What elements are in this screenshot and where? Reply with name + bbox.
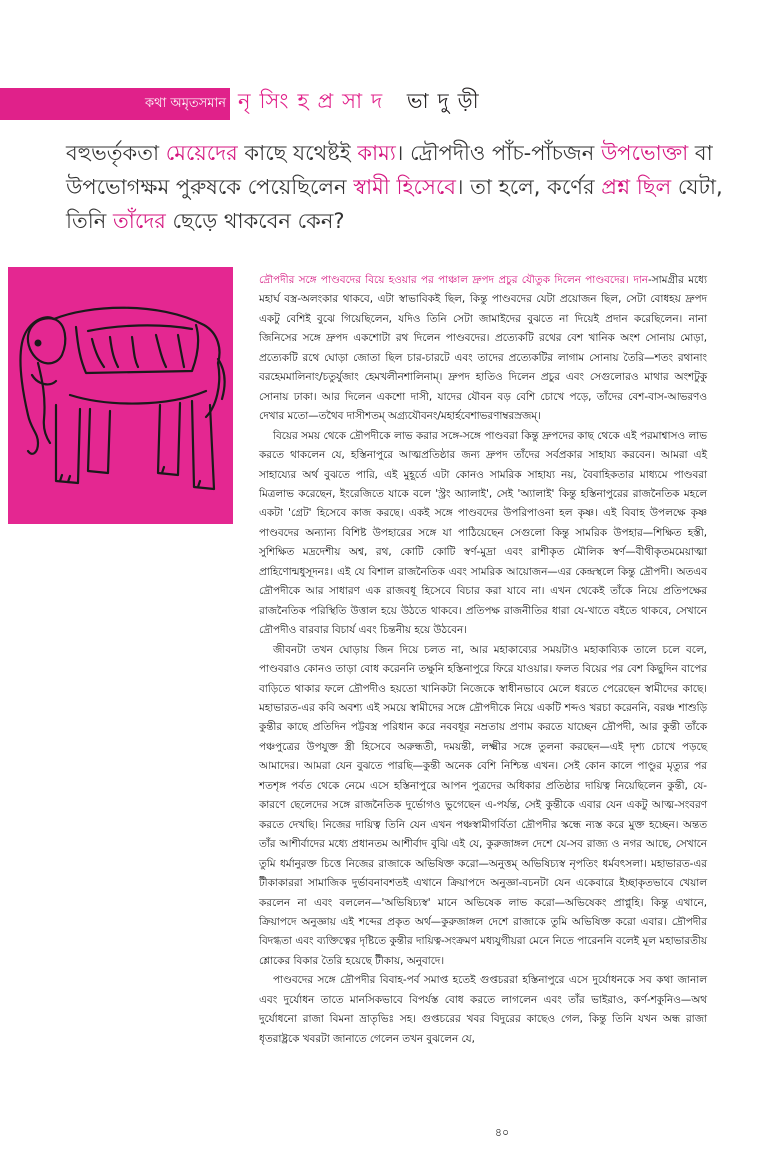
- lede-highlight: তাঁদের: [112, 209, 166, 233]
- elephant-illustration: [8, 267, 233, 524]
- lede-highlight: প্রশ্ন ছিল: [601, 175, 672, 199]
- lede-highlight: স্বামী হিসেবে: [353, 175, 456, 199]
- lede-fragment: । তা হলে, কর্ণের: [455, 175, 602, 199]
- lede-fragment: ছেড়ে থাকবেন কেন?: [165, 209, 345, 233]
- lede-highlight: কাম্য: [357, 141, 396, 165]
- section-tag: কথা অমৃতসমান: [145, 96, 226, 111]
- lede-fragment: কাছে যথেষ্টই: [237, 141, 358, 165]
- body-paragraph: বিয়ের সময় থেকে দ্রৌপদীকে লাভ করার সঙ্গে-সঙ্গে পাণ্ডবরা কিন্তু দ্রুপদের কাছ থেকে এই পরমাশ্বাসও লাভ করতে থাকলেন যে, হস্তিনাপুরে আত্মপ্রতিষ্ঠার জন্য দ্রুপদ তাঁদের সর্বপ্রকার সাহায্য করবেন। আমরা এই সাহায্যের অর্থ বুঝতে পারি, এই মুহূর্তে এটা কোনও সামরিক সাহায্য নয়, বৈবাহিকতার মাধ্যমে পাণ্ডবরা মিত্রলাভ করেছেন, ইংরেজিতে যাকে বলে 'স্ট্রং অ্যালাই', সেই 'অ্যালাই' কিন্তু হস্তিনাপুরের রাজনৈতিক মহলে একটা 'গ্রেট' হিসেবে কাজ করছে। একই সঙ্গে পাণ্ডবদের উপরিপাওনা হল কৃষ্ণ। এই বিবাহ উপলক্ষে কৃষ্ণ পাণ্ডবদের অন্যান্য বিশিষ্ট উপহারের সঙ্গে যা পাঠিয়েছেন সেগুলো কিন্তু সামরিক উপহার—শিক্ষিত হস্তী, সুশিক্ষিত মদ্রদেশীয় অশ্ব, রথ, কোটি কোটি স্বর্ণ-মুদ্রা এবং রাশীকৃত মৌলিক স্বর্ণ—বীথীকৃতমমেয়াত্মা প্রাহিণোন্মধুসূদনঃ। এই যে বিশাল রাজনৈতিক এবং সামরিক আয়োজন—এর কেন্দ্রস্থলে কিন্তু দ্রৌপদী। অতএব দ্রৌপদীকে আর সাধারণ এক রাজবধূ হিসেবে বিচার করা যাবে না। এখন থেকেই তাঁকে নিয়ে প্রতিপক্ষের রাজনৈতিক পরিস্থিতি উত্তাল হয়ে উঠতে থাকবে। প্রতিপক্ষ রাজনীতির ধারা যে-খাতে বইতে থাকবে, সেখানে দ্রৌপদীও বারবার বিচার্য এবং চিন্তনীয় হয়ে উঠবেন।: [259, 429, 707, 637]
- lede-fragment: । দ্রৌপদীও পাঁচ-পাঁচজন: [395, 141, 601, 165]
- elephant-sketch-icon: [8, 267, 233, 524]
- body-paragraph-text: -সামগ্রীর মধ্যে মহার্ঘ বস্ত্র-অলংকার থাকবে, এটা স্বাভাবিকই ছিল, কিন্তু পাণ্ডবদের যেটা প্রয়োজন ছিল, সেটা বোধহয় দ্রুপদ একটু বেশিই বুঝে গিয়েছিলেন, যদিও তিনি সেটা জামাইদের বুঝতে না দিয়েই প্রদান করেছিলেন। নানা জিনিসের সঙ্গে দ্রুপদ একশোটা রথ দিলেন পাণ্ডবদের। প্রত্যেকটি রথের বেশ খানিক অংশ সোনায় মোড়া, প্রত্যেকটি রথে ঘোড়া জোতা ছিল চার-চারটে এবং তাদের প্রত্যেকটির লাগাম সোনায় তৈরি—শতং রথানাং বরহেমমালিনাং/চতুর্যুজাং হেমখলীনশালিনাম্। দ্রুপদ হাতিও দিলেন প্রচুর এবং সেগুলোরও মাথার অংশটুকু সোনায় ঢাকা। আর দিলেন একশো দাসী, যাদের যৌবন বড় বেশি চোখে পড়ে, তাঁদের বেশ-বাস-আভরণও দেখার মতো—তথৈব দাসীশতম্ অগ্র্যযৌবনং/মহার্হবেশাভরণাম্বরস্রজম্।: [259, 274, 707, 423]
- author-last-name: ভাদুড়ী: [406, 89, 488, 113]
- lede-fragment: যেটা, তিনি: [66, 175, 723, 233]
- body-paragraph: জীবনটা তখন ঘোড়ায় জিন দিয়ে চলত না, আর মহাকাব্যের সময়টাও মহাকাব্যিক তালে চলে বলে, পাণ্ডবরাও কোনও তাড়া বোধ করেননি তক্ষুনি হস্তিনাপুরে ফিরে যাওয়ার। ফলত বিয়ের পর বেশ কিছুদিন বাপের বাড়িতে থাকার ফলে দ্রৌপদীও হয়তো খানিকটা নিজেকে স্বাধীনভাবে মেলে ধরতে পেরেছেন স্বামীদের কাছে। মহাভারত-এর কবি অবশ্য এই সময়ে স্বামীদের সঙ্গে দ্রৌপদীকে নিয়ে একটি শব্দও খরচা করেননি, বরঞ্চ শাশুড়ি কুন্তীর কাছে প্রতিদিন পট্টবস্ত্র পরিধান করে নববধূর নম্রতায় প্রণাম করতে যাচ্ছেন দ্রৌপদী, আর কুন্তী তাঁকে পঞ্চপুত্রের উপযুক্ত স্ত্রী হিসেবে অরুন্ধতী, দময়ন্তী, লক্ষ্মীর সঙ্গে তুলনা করছেন—এই দৃশ্য চোখে পড়ছে আমাদের। আমরা যেন বুঝতে পারছি—কুন্তী অনেক বেশি নিশ্চিন্ত এখন। সেই কোন কালে পাণ্ডুর মৃত্যুর পর শতশৃঙ্গ পর্বত থেকে নেমে এসে হস্তিনাপুরে আপন পুত্রদের অধিকার প্রতিষ্ঠার দায়িত্ব নিয়েছিলেন কুন্তী, যে-কারণে ছেলেদের সঙ্গে রাজনৈতিক দুর্ভোগও ভুগেছেন এ-পর্যন্ত, সেই কুন্তীকে এবার যেন একটু আত্ম-সংবরণ করতে দেখছি। নিজের দায়িত্ব তিনি যেন এখন পঞ্চস্বামীগর্বিতা দ্রৌপদীর স্কন্ধে ন্যস্ত করে মুক্ত হচ্ছেন। অন্তত তাঁর আশীর্বাদের মধ্যে প্রধানতম আশীর্বাদ বুঝি এই যে, কুরুজাঙ্গল দেশে যে-সব রাজ্য ও নগর আছে, সেখানে তুমি ধর্মানুরক্ত চিত্তে নিজের রাজাকে অভিষিক্ত করো—অনুত্তম্ অভিষিচ্যস্ব নৃপতিং ধর্মবৎসলা। মহাভারত-এর টীকাকাররা সামাজিক দুর্ভাবনাবশতই এখানে ক্রিয়াপদে অনুজ্ঞা-বচনটা যেন একেবারে ইচ্ছাকৃতভাবে খেয়াল করলেন না এবং বললেন—'অভিষিচ্যস্ব' মানে অভিষেক লাভ করো—অভিষেকং প্রাপ্নুহি। কিন্তু এখানে, ক্রিয়াপদে অনুজ্ঞায় এই শব্দের প্রকৃত অর্থ—কুরুজাঙ্গল দেশে রাজাকে তুমি অভিষিক্ত করো এবার। দ্রৌপদীর বিদগ্ধতা এবং ব্যক্তিত্বের দৃষ্টিতে কুন্তীর দায়িত্ব-সংক্রমণ মধ্যযুগীয়রা মেনে নিতে পারেননি বলেই মূল মহাভারতীয় শ্লোকের বিকার তৈরি হয়েছে টীকায়, অনুবাদে।: [259, 643, 707, 967]
- lede-pull-quote: [66, 136, 726, 238]
- author-name: [238, 83, 488, 119]
- body-lead-in: দ্রৌপদীর সঙ্গে পাণ্ডবদের বিয়ে হওয়ার পর পাঞ্চাল দ্রুপদ প্রচুর যৌতুক দিলেন পাণ্ডবদের। দান: [259, 274, 648, 286]
- article-body: [259, 271, 707, 1049]
- lede-highlight: উপভোক্তা: [600, 141, 689, 165]
- lede-highlight: মেয়েদের: [165, 141, 238, 165]
- body-paragraph: পাণ্ডবদের সঙ্গে দ্রৌপদীর বিবাহ-পর্ব সমাপ্ত হতেই গুপ্তচররা হস্তিনাপুরে এসে দুর্যোধনকে সব কথা জানাল এবং দুর্যোধন তাতে মানসিকভাবে বিপর্যস্ত বোধ করতে লাগলেন এবং তাঁর ভাইরাও, কর্ণ-শকুনিও—অথ দুর্যোধনো রাজা বিমনা ভ্রাতৃভিঃ সহ। গুপ্তচরের খবর বিদুরের কাছেও গেল, কিন্তু তিনি যখন অন্ধ রাজা ধৃতরাষ্ট্রকে খবরটা জানাতে গেলেন তখন বুঝলেন যে,: [259, 974, 707, 1045]
- body-paragraph: [259, 271, 707, 427]
- lede-fragment: বহুভর্তৃকতা: [66, 141, 166, 165]
- lede-fragment: বা উপভোগক্ষম পুরুষকে পেয়েছিলেন: [66, 141, 713, 199]
- page-number: ৪০: [494, 1126, 510, 1139]
- author-first-name: নৃসিংহপ্রসাদ: [238, 89, 392, 113]
